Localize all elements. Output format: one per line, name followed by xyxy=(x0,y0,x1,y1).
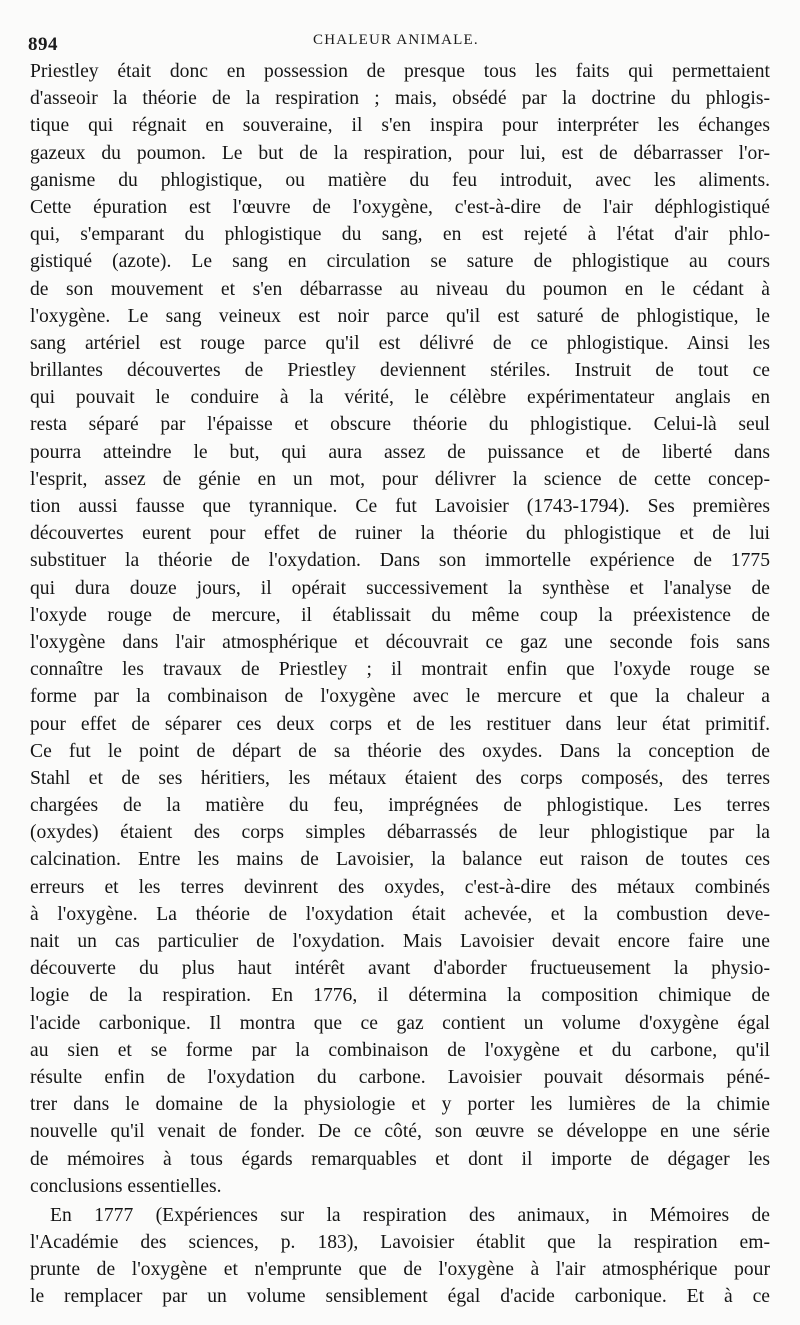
text-line: tion aussi fausse que tyrannique. Ce fut Lavoisier (1743-1794). Ses premières xyxy=(30,496,770,517)
text-line: l'Académie des sciences, p. 183), Lavoisier établit que la respiration em- xyxy=(30,1232,770,1254)
text-line: tique qui régnait en souveraine, il s'en inspira pour interpréter les échanges xyxy=(30,115,770,137)
text-line: qui pouvait le conduire à la vérité, le célèbre expérimentateur anglais en xyxy=(30,387,770,409)
text-line: de mémoires à tous égards remarquables et dont il importe de dégager les xyxy=(30,1148,770,1170)
text-line: découvertes eurent pour effet de ruiner la théorie du phlogistique et de lui xyxy=(30,523,770,545)
paragraph-1 xyxy=(30,58,770,1200)
text-line: connaître les travaux de Priestley ; il montrait enfin que l'oxyde rouge se xyxy=(30,659,770,681)
text-line: de son mouvement et s'en débarrasse au niveau du poumon en le cédant à xyxy=(30,278,770,300)
text-line: brillantes découvertes de Priestley deviennent stériles. Instruit de tout ce xyxy=(30,360,770,382)
text-line: (oxydes) étaient des corps simples débarrassés de leur phlogistique par la xyxy=(30,822,770,844)
text-line: le remplacer par un volume sensiblement égal d'acide carbonique. Et à ce xyxy=(30,1286,770,1308)
text-line: nait un cas particulier de l'oxydation. Mais Lavoisier devait encore faire une xyxy=(30,931,770,952)
text-line-last: conclusions essentielles. xyxy=(30,1175,222,1197)
text-line: resta séparé par l'épaisse et obscure théorie du phlogistique. Celui-là seul xyxy=(30,414,770,436)
text-line: gazeux du poumon. Le but de la respiration, pour lui, est de débarrasser l'or- xyxy=(30,142,770,164)
text-line: à l'oxygène. La théorie de l'oxydation était achevée, et la combustion deve- xyxy=(30,903,770,925)
text-line: découverte du plus haut intérêt avant d'aborder fructueusement la physio- xyxy=(30,958,770,980)
text-line: qui, s'emparant du phlogistique du sang, en est rejeté à l'état d'air phlo- xyxy=(30,224,770,246)
text-line: Stahl et de ses héritiers, les métaux étaient des corps composés, des terres xyxy=(30,767,770,789)
text-line: Priestley était donc en possession de presque tous les faits qui permettaient xyxy=(30,61,770,82)
text-line: Cette épuration est l'œuvre de l'oxygène, c'est-à-dire de l'air déphlogistiqué xyxy=(30,196,770,218)
text-line: gistiqué (azote). Le sang en circulation se sature de phlogistique au cours xyxy=(30,251,770,273)
text-line: qui dura douze jours, il opérait successivement la synthèse et l'analyse de xyxy=(30,577,770,599)
page-number: 894 xyxy=(28,34,58,55)
text-line: pour effet de séparer ces deux corps et de les restituer dans leur état primitif. xyxy=(30,713,770,735)
paragraph-2 xyxy=(30,1202,770,1311)
text-line: logie de la respiration. En 1776, il détermina la composition chimique de xyxy=(30,985,770,1007)
text-line: l'oxyde rouge de mercure, il établissait du même coup la préexistence de xyxy=(30,604,770,626)
running-title: CHALEUR ANIMALE. xyxy=(313,32,479,48)
text-line: pourra atteindre le but, qui aura assez de puissance et de liberté dans xyxy=(30,441,770,463)
text-line: substituer la théorie de l'oxydation. Dans son immortelle expérience de 1775 xyxy=(30,550,770,572)
text-line: l'oxygène. Le sang veineux est noir parce qu'il est saturé de phlogistique, le xyxy=(30,305,770,327)
text-line: l'esprit, assez de génie en un mot, pour délivrer la science de cette concep- xyxy=(30,468,770,490)
text-line: d'asseoir la théorie de la respiration ; mais, obsédé par la doctrine du phlogis- xyxy=(30,88,770,110)
text-line: trer dans le domaine de la physiologie et y porter les lumières de la chimie xyxy=(30,1094,770,1116)
text-line: résulte enfin de l'oxydation du carbone. Lavoisier pouvait désormais péné- xyxy=(30,1066,770,1088)
text-line: erreurs et les terres devinrent des oxydes, c'est-à-dire des métaux combinés xyxy=(30,876,770,898)
text-line: l'acide carbonique. Il montra que ce gaz contient un volume d'oxygène égal xyxy=(30,1012,770,1034)
text-line: ganisme du phlogistique, ou matière du feu introduit, avec les aliments. xyxy=(30,169,770,191)
text-line: chargées de la matière du feu, imprégnées de phlogistique. Les terres xyxy=(30,795,770,817)
text-line: En 1777 (Expériences sur la respiration des animaux, in Mémoires de xyxy=(50,1204,770,1226)
text-line: forme par la combinaison de l'oxygène avec le mercure et que la chaleur a xyxy=(30,686,770,708)
body-text xyxy=(30,58,770,1311)
running-head xyxy=(28,28,768,56)
text-line: prunte de l'oxygène et n'emprunte que de l'oxygène à l'air atmosphérique pour xyxy=(30,1259,770,1281)
text-line: Ce fut le point de départ de sa théorie des oxydes. Dans la conception de xyxy=(30,740,770,762)
text-line: calcination. Entre les mains de Lavoisier, la balance eut raison de toutes ces xyxy=(30,849,770,871)
text-line: l'oxygène dans l'air atmosphérique et découvrait ce gaz une seconde fois sans xyxy=(30,631,770,653)
text-line: nouvelle qu'il venait de fonder. De ce côté, son œuvre se développe en une série xyxy=(30,1121,770,1143)
text-line: sang artériel est rouge parce qu'il est délivré de ce phlogistique. Ainsi les xyxy=(30,332,770,354)
text-line: au sien et se forme par la combinaison de l'oxygène et du carbone, qu'il xyxy=(30,1039,770,1061)
